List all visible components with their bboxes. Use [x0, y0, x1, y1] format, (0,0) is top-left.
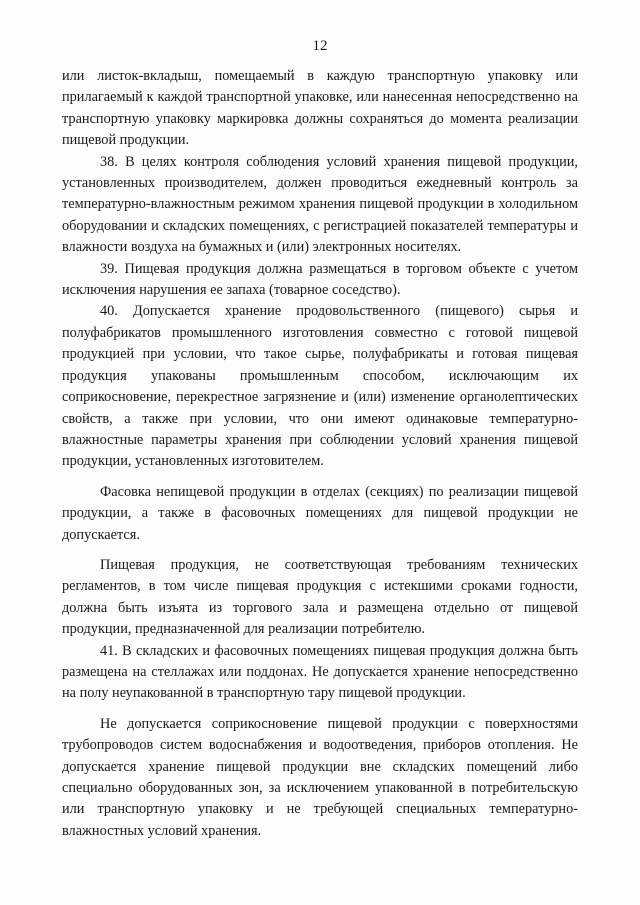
paragraph-38: 38. В целях контроля соблюдения условий хранения пищевой продукции, установленных производителем, должен проводиться ежедневный контроль за температурно-влажностным режимом хранения пищевой продукции в холодильном оборудовании и складских помещениях, с регистрацией показателей температуры и влажности воздуха на бумажных и (или) электронных носителях.	[62, 153, 578, 256]
paragraph-noncompliant: Пищевая продукция, не соответствующая требованиям технических регламентов, в том числе пищевая продукция с истекшими сроками годности, должна быть изъята из торгового зала и размещена отдельно от пищевой продукции, предназначенной для реализации потребителю.	[62, 556, 578, 638]
paragraph-contact: Не допускается соприкосновение пищевой продукции с поверхностями трубопроводов систем водоснабжения и водоотведения, приборов отопления. Не допускается хранение пищевой продукции вне складских помещений либо специально оборудованных зон, за исключением упакованной в потребительскую или транспортную упаковку и не требующей специальных температурно-влажностных условий хранения.	[62, 715, 578, 839]
paragraph-40: 40. Допускается хранение продовольственного (пищевого) сырья и полуфабрикатов промышленного изготовления совместно с готовой пищевой продукцией при условии, что такое сырье, полуфабрикаты и готовая пищевая продукция упакованы промышленным способом, исключающим их соприкосновение, перекрестное загрязнение и (или) изменение органолептических свойств, а также при условии, что они имеют одинаковые температурно-влажностные параметры хранения при соблюдении условий хранения пищевой продукции, установленных изготовителем.	[62, 303, 578, 470]
paragraph-packing: Фасовка непищевой продукции в отделах (секциях) по реализации пищевой продукции, а также в фасовочных помещениях для пищевой продукции не допускается.	[62, 483, 578, 543]
document-body	[62, 66, 578, 842]
page-number: 12	[312, 38, 328, 54]
paragraph-continuation: или листок-вкладыш, помещаемый в каждую транспортную упаковку или прилагаемый к каждой транспортной упаковке, или нанесенная непосредственно на транспортную упаковку маркировка должны сохраняться до момента реализации пищевой продукции.	[62, 68, 578, 149]
paragraph-39: 39. Пищевая продукция должна размещаться в торговом объекте с учетом исключения нарушения ее запаха (товарное соседство).	[62, 260, 578, 299]
paragraph-41: 41. В складских и фасовочных помещениях пищевая продукция должна быть размещена на стеллажах или поддонах. Не допускается хранение непосредственно на полу неупакованной в транспортную тару пищевой продукции.	[62, 642, 578, 702]
